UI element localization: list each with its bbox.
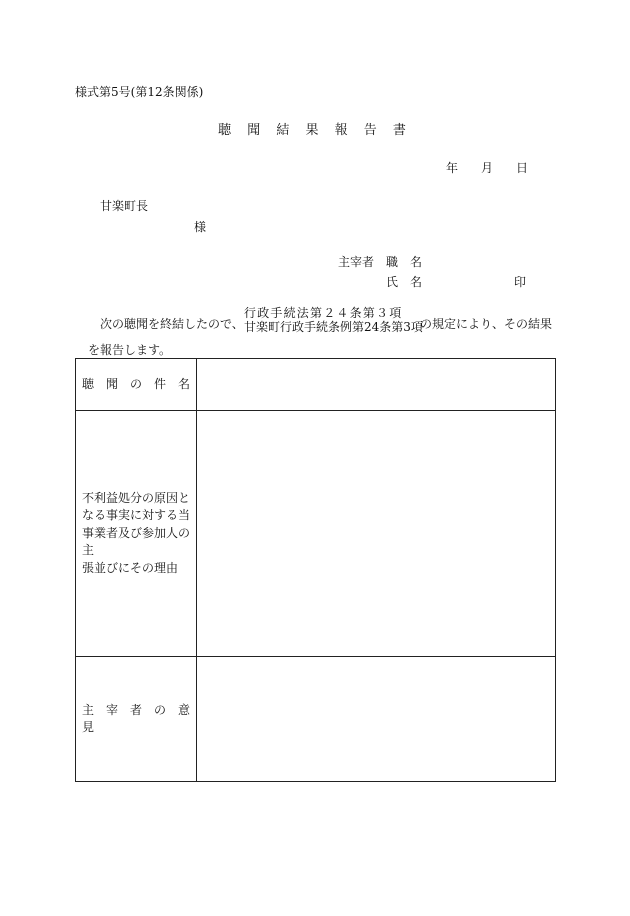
table-row (76, 411, 556, 657)
claims-label-line: 事業者及び参加人の主 (82, 525, 191, 558)
presider-label: 主宰者 (338, 255, 375, 269)
seal-mark: 印 (514, 275, 527, 289)
law-reference-ordinance: 甘楽町行政手続条例第24条第3項 (244, 320, 423, 335)
hearing-subject-value-cell (197, 359, 556, 411)
claims-label-line: 不利益処分の原因と (82, 491, 191, 506)
hearing-subject-label: 聴 聞 の 件 名 (82, 376, 191, 391)
presider-opinion-value-cell (197, 657, 556, 782)
presider-opinion-label-cell (76, 657, 203, 782)
report-table (75, 358, 556, 782)
body-text-end: の規定により、その結果 (420, 317, 553, 331)
form-number: 様式第5号(第12条関係) (75, 85, 204, 99)
document-title: 聴 聞 結 果 報 告 書 (218, 123, 412, 138)
table-row (76, 657, 556, 782)
table-row (76, 359, 556, 411)
claims-value-cell (197, 411, 556, 657)
body-text-start: 次の聴聞を終結したので、 (100, 317, 244, 331)
law-reference-stack (244, 306, 423, 335)
claims-label-line: なる事実に対する当 (82, 508, 191, 523)
claims-label (76, 490, 196, 577)
presider-opinion-label: 主 宰 者 の 意 見 (82, 702, 203, 734)
recipient-name: 甘楽町長 (100, 199, 149, 213)
claims-label-cell (76, 411, 197, 657)
date-month-label: 月 (481, 161, 494, 175)
presider-position-label: 職 名 (386, 255, 423, 269)
law-reference-act: 行政手続法第２４条第３項 (244, 306, 403, 320)
date-year-label: 年 (446, 161, 459, 175)
claims-label-line: 張並びにその理由 (82, 560, 179, 575)
hearing-subject-label-cell (76, 359, 197, 411)
date-day-label: 日 (516, 161, 529, 175)
recipient-honorific: 様 (194, 220, 207, 234)
presider-name-label: 氏 名 (386, 275, 423, 289)
body-text-line2: を報告します。 (88, 343, 172, 357)
